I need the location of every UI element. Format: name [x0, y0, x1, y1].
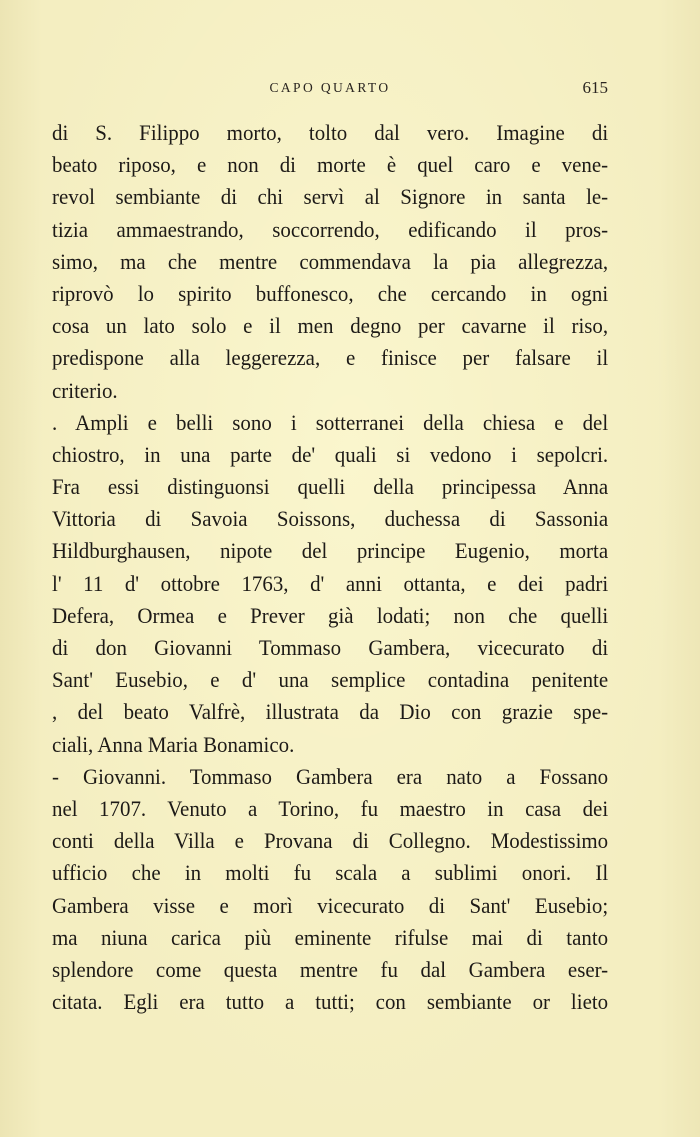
text-line: beato riposo, e non di morte è quel caro e vene- [52, 152, 609, 178]
text-line: criterio. [52, 377, 118, 403]
text-line: riprovò lo spirito buffonesco, che cercando in ogni [52, 280, 609, 306]
text-line: l' 11 d' ottobre 1763, d' anni ottanta, e dei padri [52, 570, 609, 596]
running-head: CAPO QUARTO [269, 80, 391, 95]
text-line: ciali, Anna Maria Bonamico. [52, 731, 295, 757]
text-line: revol sembiante di chi servì al Signore in santa le- [52, 184, 609, 210]
page-header [52, 78, 608, 102]
text-line: nel 1707. Venuto a Torino, fu maestro in casa dei [52, 795, 609, 821]
text-line: cosa un lato solo e il men degno per cavarne il riso, [52, 313, 609, 339]
text-line: Vittoria di Savoia Soissons, duchessa di Sassonia [52, 506, 609, 532]
text-line: di don Giovanni Tommaso Gambera, vicecurato di [52, 635, 609, 660]
text-line: Defera, Ormea e Prever già lodati; non che quelli [52, 602, 609, 628]
text-line: , del beato Valfrè, illustrata da Dio con grazie spe- [52, 699, 609, 725]
text-line: di S. Filippo morto, tolto dal vero. Imagine di [52, 120, 609, 145]
text-line: Gambera visse e morì vicecurato di Sant' Eusebio; [52, 892, 609, 918]
text-line: ma niuna carica più eminente rifulse mai di tanto [52, 924, 609, 950]
body-text [52, 117, 608, 1018]
page-number: 615 [582, 78, 608, 97]
text-line: Sant' Eusebio, e d' una semplice contadina penitente [52, 667, 609, 693]
text-line: Hildburghausen, nipote del principe Eugenio, morta [52, 538, 609, 564]
text-line: . Ampli e belli sono i sotterranei della chiesa e del [52, 409, 609, 435]
text-line: splendore come questa mentre fu dal Gambera eser- [52, 956, 609, 982]
text-line: Fra essi distinguonsi quelli della principessa Anna [52, 474, 609, 500]
text-line: ufficio che in molti fu scala a sublimi onori. Il [52, 860, 609, 886]
text-line: simo, ma che mentre commendava la pia allegrezza, [52, 248, 609, 274]
text-line: tizia ammaestrando, soccorrendo, edificando il pros- [52, 216, 609, 242]
text-line: predispone alla leggerezza, e finisce per falsare il [52, 345, 609, 371]
text-line: chiostro, in una parte de' quali si vedono i sepolcri. [52, 441, 609, 467]
text-line: - Giovanni. Tommaso Gambera era nato a Fossano [52, 763, 609, 789]
text-line: citata. Egli era tutto a tutti; con sembiante or lieto [52, 989, 609, 1015]
text-line: conti della Villa e Provana di Collegno. Modestissimo [52, 828, 609, 854]
